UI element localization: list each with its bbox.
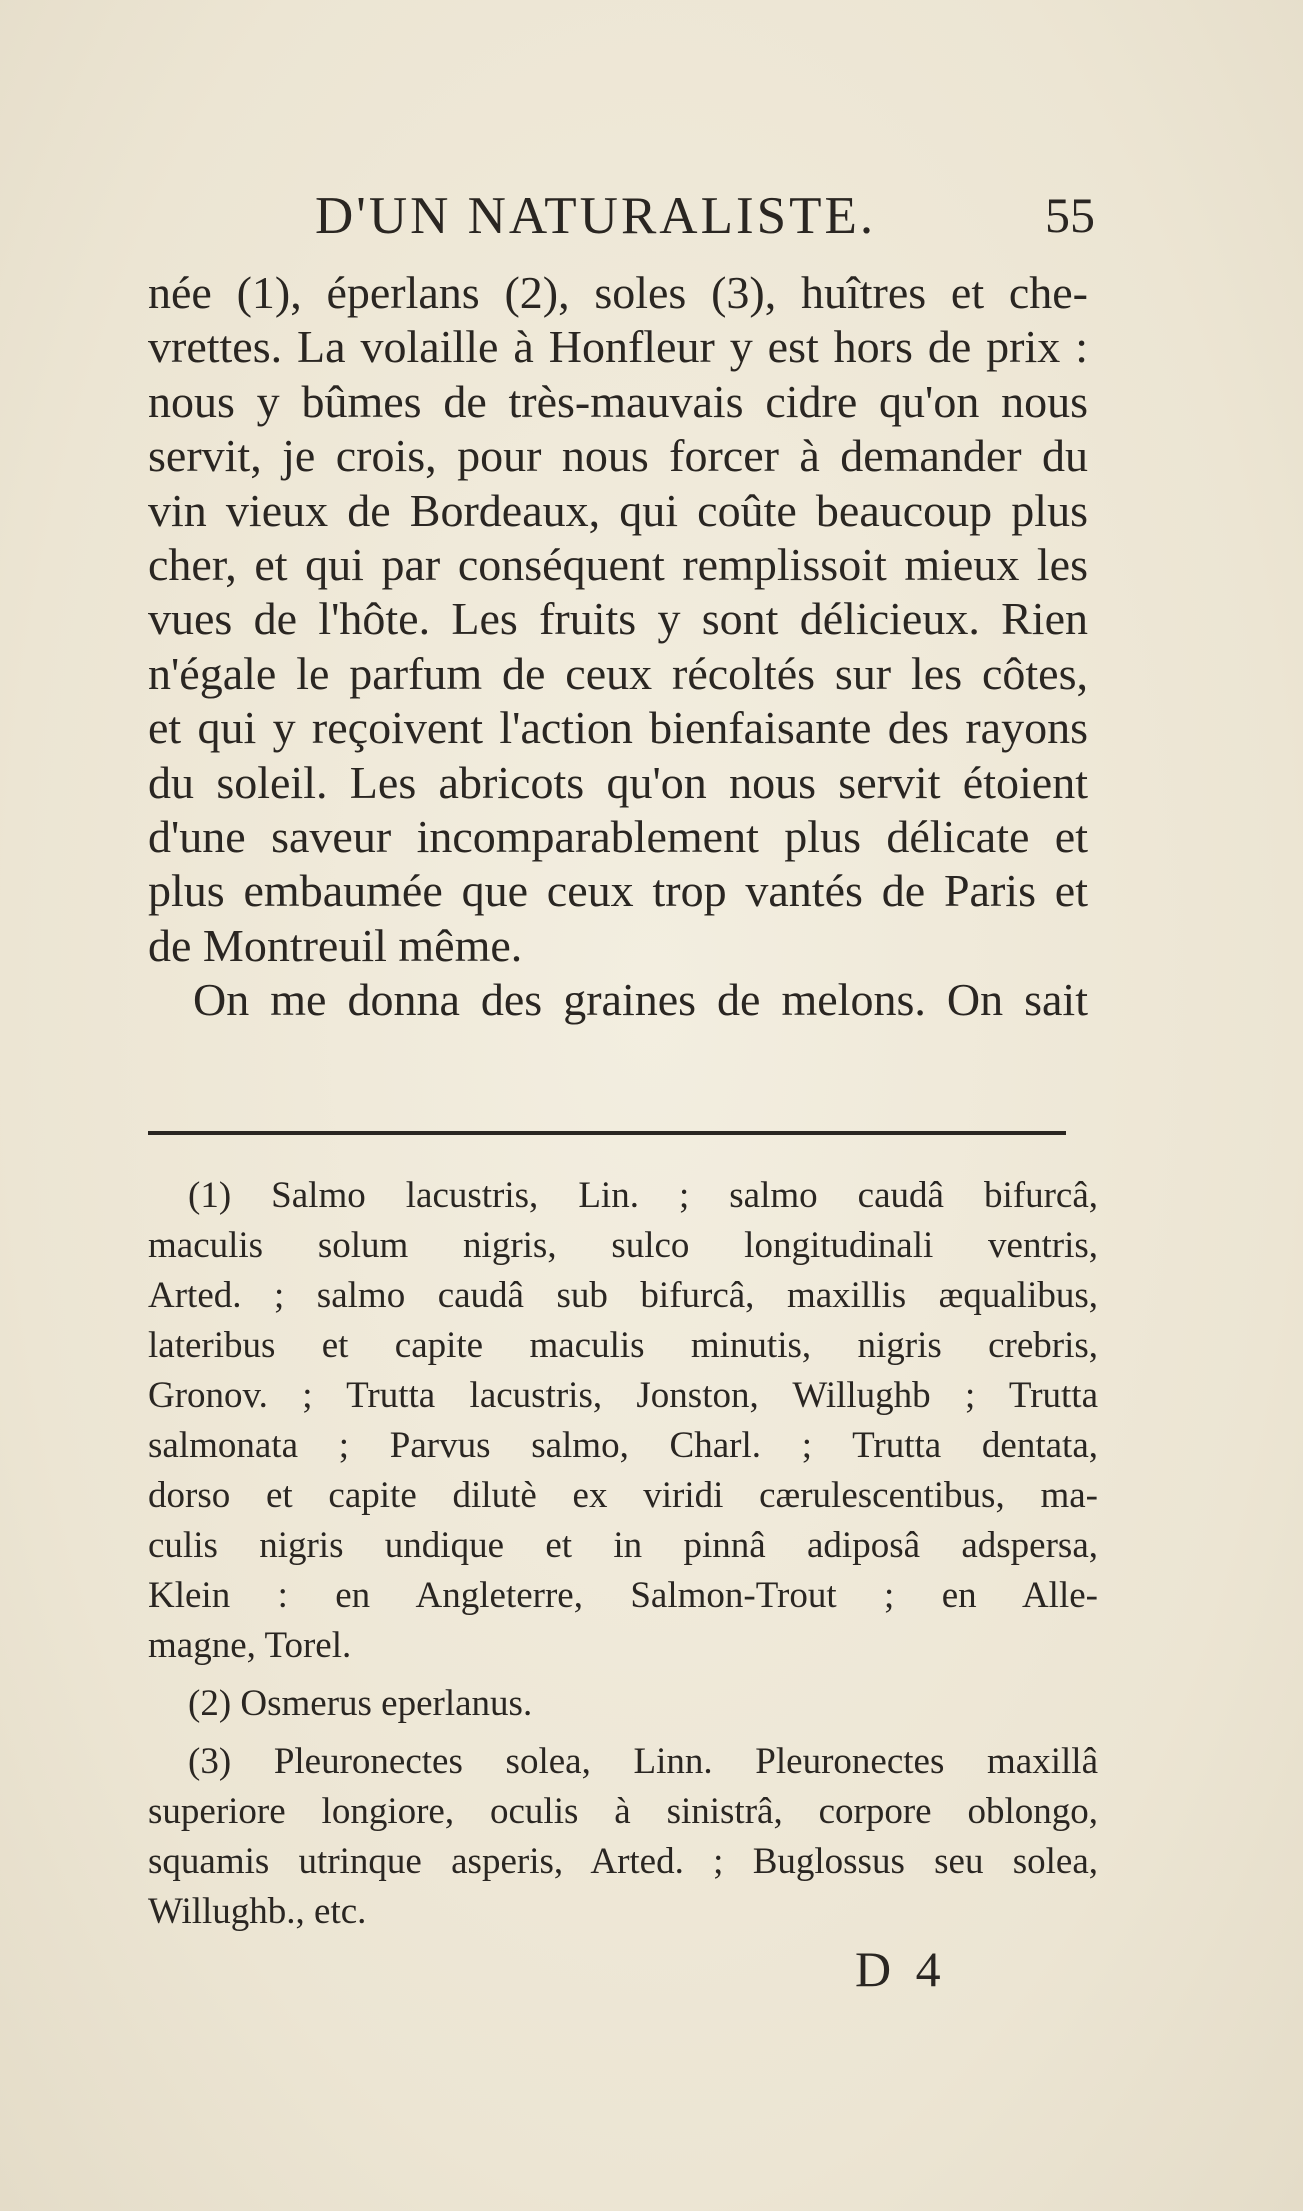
footnote-line: salmonata ; Parvus salmo, Charl. ; Trutta dentata, [148,1425,1098,1466]
text-line: vrettes. La volaille à Honfleur y est hors de prix : [148,321,1088,373]
footnote-2 [148,1679,1098,1729]
text-line: née (1), éperlans (2), soles (3), huîtres et che- [148,267,1088,318]
text-line: On me donna des graines de melons. On sait [193,974,1088,1026]
text-line: vin vieux de Bordeaux, qui coûte beaucoup plus [148,484,1088,536]
footnote-line: superiore longiore, oculis à sinistrâ, corpore oblongo, [148,1791,1098,1832]
footnote-line: lateribus et capite maculis minutis, nigris crebris, [148,1325,1098,1366]
footnote-1 [148,1171,1098,1671]
footnotes [148,1171,1098,1937]
text-line: et qui y reçoivent l'action bienfaisante des rayons [148,702,1088,754]
signature-mark: D 4 [855,1941,947,1997]
footnote-line: (2) Osmerus eperlanus. [188,1683,533,1724]
main-text [148,266,1088,1027]
text-line: du soleil. Les abricots qu'on nous servit étoient [148,756,1088,808]
text-line: cher, et qui par conséquent remplissoit mieux les [148,538,1088,590]
footnote-line: magne, Torel. [148,1625,352,1666]
footnote-line: Gronov. ; Trutta lacustris, Jonston, Willughb ; Trutta [148,1375,1098,1416]
footnote-line: (1) Salmo lacustris, Lin. ; salmo caudâ bifurcâ, [188,1175,1098,1216]
footnote-line: squamis utrinque asperis, Arted. ; Buglossus seu solea, [148,1841,1098,1882]
footnote-line: Arted. ; salmo caudâ sub bifurcâ, maxillis æqualibus, [148,1275,1098,1316]
text-line: vues de l'hôte. Les fruits y sont délicieux. Rien [148,593,1088,645]
footnote-divider [148,1131,1066,1135]
text-line: de Montreuil même. [148,919,523,971]
running-title: D'UN NATURALISTE. [315,187,877,245]
footnote-line: Klein : en Angleterre, Salmon-Trout ; en Alle- [148,1575,1098,1616]
footnote-3 [148,1737,1098,1937]
page-number: 55 [1045,187,1095,243]
text-line: plus embaumée que ceux trop vantés de Paris et [148,865,1088,917]
footnote-line: dorso et capite dilutè ex viridi cærulescentibus, ma- [148,1475,1098,1516]
footnote-line: (3) Pleuronectes solea, Linn. Pleuronectes maxillâ [188,1741,1098,1782]
page-header [315,186,1095,256]
text-line: n'égale le parfum de ceux récoltés sur les côtes, [148,647,1088,699]
text-line: d'une saveur incomparablement plus délicate et [148,810,1088,862]
footnote-line: maculis solum nigris, sulco longitudinali ventris, [148,1225,1098,1266]
footnote-line: culis nigris undique et in pinnâ adiposâ adspersa, [148,1525,1098,1566]
text-line: nous y bûmes de très-mauvais cidre qu'on nous [148,375,1088,427]
text-line: servit, je crois, pour nous forcer à demander du [148,430,1088,482]
footnote-line: Willughb., etc. [148,1891,367,1932]
